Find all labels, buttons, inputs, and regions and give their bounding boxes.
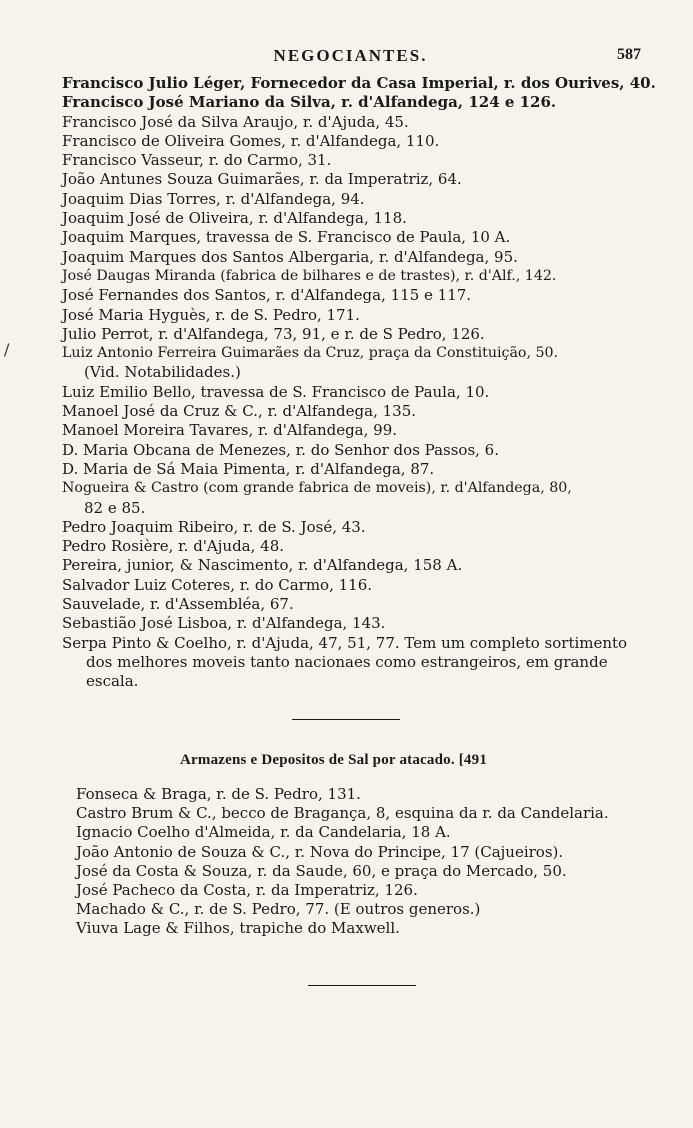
list-item: Julio Perrot, r. d'Alfandega, 73, 91, e r. de S Pedro, 126. <box>62 324 485 343</box>
list-item: Machado & C., r. de S. Pedro, 77. (E outros generos.) <box>76 900 481 919</box>
list-item: Joaquim Dias Torres, r. d'Alfandega, 94. <box>62 189 365 208</box>
section-divider <box>292 719 400 720</box>
list-item: José da Costa & Souza, r. da Saude, 60, e praça do Mercado, 50. <box>76 861 567 880</box>
list-item: Joaquim Marques dos Santos Albergaria, r. d'Alfandega, 95. <box>62 247 518 266</box>
list-item: Sebastião José Lisboa, r. d'Alfandega, 143. <box>62 614 386 633</box>
list-item: José Daugas Miranda (fabrica de bilhares e de trastes), r. d'Alf., 142. <box>62 267 557 284</box>
list-item: Pereira, junior, & Nascimento, r. d'Alfandega, 158 A. <box>62 556 463 575</box>
list-item: Castro Brum & C., becco de Bragança, 8, esquina da r. da Candelaria. <box>76 804 609 823</box>
list-item: Francisco Vasseur, r. do Carmo, 31. <box>62 151 332 170</box>
page-title: NEGOCIANTES. <box>273 46 428 65</box>
list-item: Joaquim Marques, travessa de S. Francisco de Paula, 10 A. <box>62 228 511 247</box>
salt-depot-list <box>76 785 656 939</box>
list-item: Francisco José Mariano da Silva, r. d'Alfandega, 124 e 126. <box>62 93 557 112</box>
list-item: Joaquim José de Oliveira, r. d'Alfandega, 118. <box>62 209 407 228</box>
list-item-continuation: 82 e 85. <box>84 498 146 517</box>
list-item: Pedro Rosière, r. d'Ajuda, 48. <box>62 537 285 556</box>
list-item: João Antonio de Souza & C., r. Nova do Principe, 17 (Cajueiros). <box>76 842 564 861</box>
list-item: Francisco de Oliveira Gomes, r. d'Alfandega, 110. <box>62 131 440 150</box>
list-item: Viuva Lage & Filhos, trapiche do Maxwell. <box>76 919 400 938</box>
list-item: D. Maria de Sá Maia Pimenta, r. d'Alfandega, 87. <box>62 459 435 478</box>
list-item: Ignacio Coelho d'Almeida, r. da Candelaria, 18 A. <box>76 823 451 842</box>
list-item: Francisco Julio Léger, Fornecedor da Casa Imperial, r. dos Ourives, 40. <box>62 74 656 92</box>
list-item: D. Maria Obcana de Menezes, r. do Senhor dos Passos, 6. <box>62 440 499 459</box>
list-item: Manoel José da Cruz & C., r. d'Alfandega, 135. <box>62 402 417 421</box>
list-item: José Pacheco da Costa, r. da Imperatriz, 126. <box>76 881 418 900</box>
list-item: Manoel Moreira Tavares, r. d'Alfandega, 99. <box>62 421 398 440</box>
list-item: Sauvelade, r. d'Assembléa, 67. <box>62 595 294 614</box>
list-item: João Antunes Souza Guimarães, r. da Imperatriz, 64. <box>62 170 462 189</box>
list-item: Fonseca & Braga, r. de S. Pedro, 131. <box>76 785 361 803</box>
list-item: José Fernandes dos Santos, r. d'Alfandega, 115 e 117. <box>62 286 472 305</box>
section-heading: Armazens e Depositos de Sal por atacado. [491 <box>180 752 488 768</box>
list-item-continuation: (Vid. Notabilidades.) <box>84 363 241 382</box>
list-item: José Maria Hyguès, r. de S. Pedro, 171. <box>62 305 360 324</box>
end-divider <box>308 985 416 986</box>
list-item: Francisco José da Silva Araujo, r. d'Ajuda, 45. <box>62 112 409 131</box>
list-item: Serpa Pinto & Coelho, r. d'Ajuda, 47, 51, 77. Tem um completo sortimento dos melhores moveis tanto nacionaes como estrangeiros, em grande escala. <box>62 633 628 691</box>
list-item: Nogueira & Castro (com grande fabrica de moveis), r. d'Alfandega, 80, <box>62 480 572 497</box>
list-item: Salvador Luiz Coteres, r. do Carmo, 116. <box>62 575 373 594</box>
merchant-list <box>62 74 656 692</box>
margin-mark-icon: / <box>4 340 10 359</box>
list-item: Luiz Emilio Bello, travessa de S. Francisco de Paula, 10. <box>62 382 490 401</box>
list-item: Pedro Joaquim Ribeiro, r. de S. José, 43. <box>62 517 366 536</box>
page-number: 587 <box>617 46 641 63</box>
list-item: Luiz Antonio Ferreira Guimarães da Cruz, praça da Constituição, 50. <box>62 345 559 362</box>
page-header <box>60 46 641 70</box>
